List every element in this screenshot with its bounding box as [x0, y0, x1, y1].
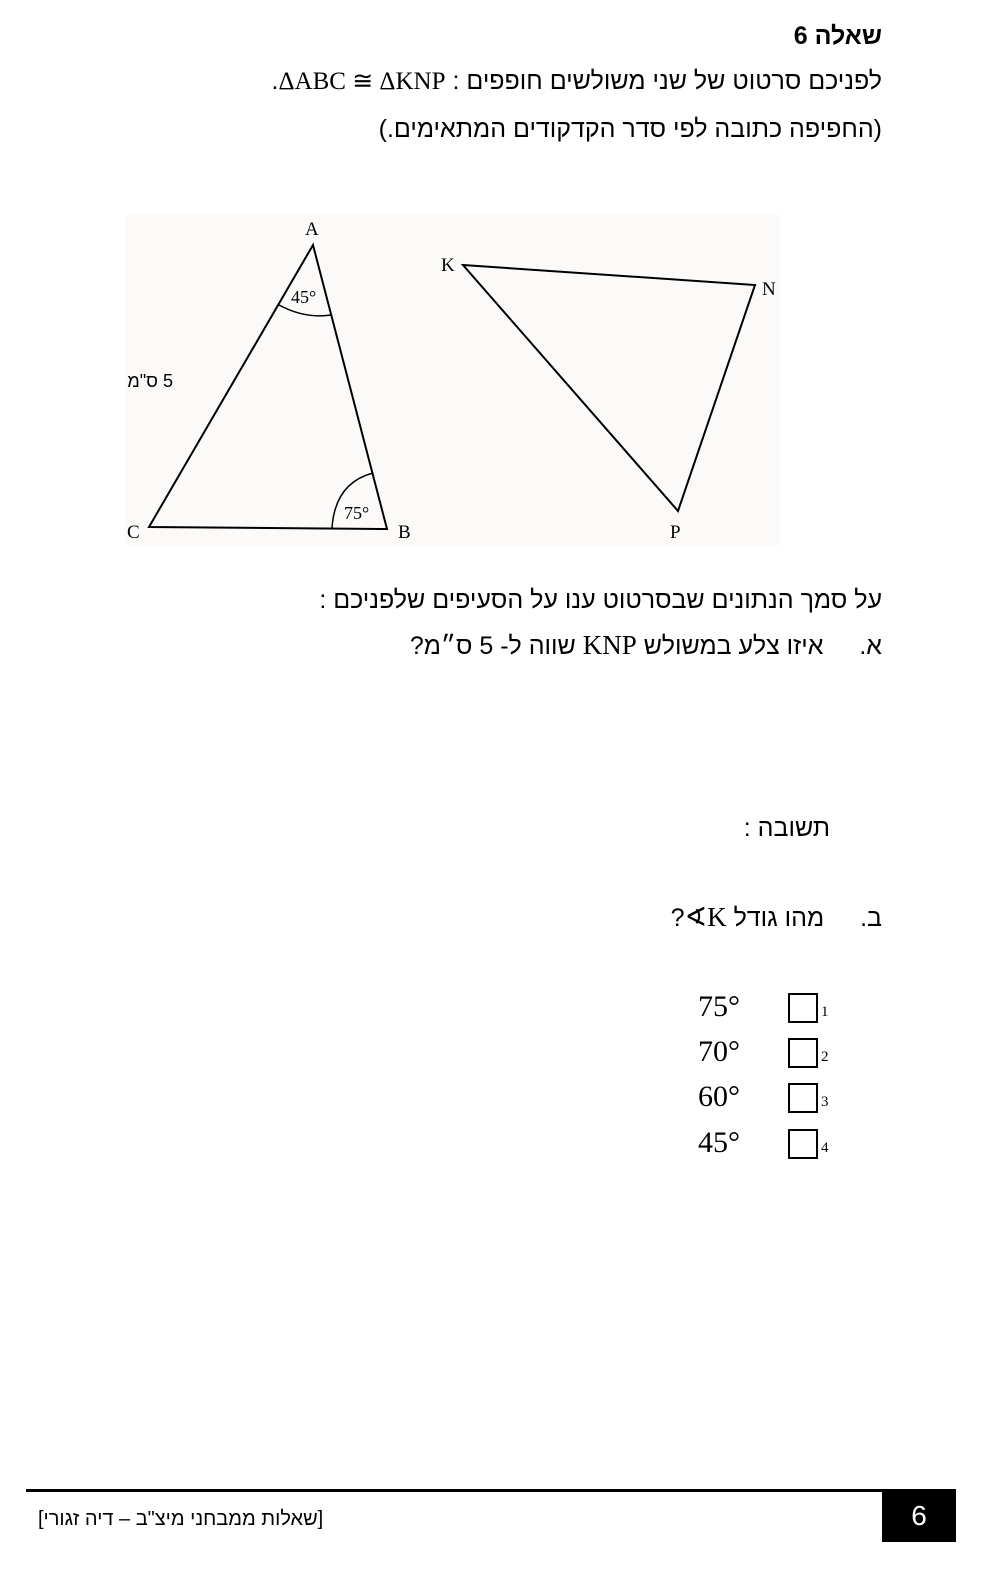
- intro-line: [272, 66, 882, 96]
- instructions: על סמך הנתונים שבסרטוט ענו על הסעיפים שלפניכם :: [319, 586, 882, 614]
- footer-text: [שאלות ממבחני מיצ"ב – דיה זגורי]: [38, 1508, 324, 1530]
- part-b-text: מהו גודל: [733, 904, 825, 932]
- part-b-letter: ב.: [860, 904, 882, 932]
- vertex-k-label: K: [441, 255, 455, 276]
- option-number: 4: [821, 1140, 829, 1156]
- vertex-n-label: N: [762, 279, 776, 300]
- option-1-checkbox[interactable]: [788, 993, 818, 1023]
- vertex-a-label: A: [305, 219, 319, 240]
- option-4: [0, 1126, 990, 1162]
- vertex-p-label: P: [670, 522, 681, 543]
- option-number: 3: [821, 1094, 829, 1110]
- congruence-statement: ΔABC ≅ ΔKNP: [278, 68, 446, 95]
- option-value: 75°: [698, 990, 740, 1023]
- option-value: 60°: [698, 1080, 740, 1113]
- intro-note: (החפיפה כתובה לפי סדר הקדקודים המתאימים.): [378, 115, 882, 143]
- option-number: 1: [821, 1004, 829, 1020]
- part-b-question-mark: ?: [670, 904, 685, 932]
- option-3: [0, 1080, 990, 1116]
- part-a-text-before: איזו צלע במשולש: [643, 632, 824, 660]
- angle-b-label: 75°: [344, 503, 370, 523]
- part-a-letter: א.: [859, 632, 882, 660]
- option-2-checkbox[interactable]: [788, 1038, 818, 1068]
- page-number: 6: [882, 1490, 956, 1542]
- option-2: [0, 1035, 990, 1071]
- angle-a-label: 45°: [291, 287, 317, 307]
- option-4-checkbox[interactable]: [788, 1129, 818, 1159]
- vertex-b-label: B: [398, 522, 411, 543]
- intro-text: לפניכם סרטוט של שני משולשים חופפים :: [452, 67, 882, 95]
- side-ac-label: 5 ס"מ: [127, 371, 173, 391]
- part-a-question: [410, 630, 882, 661]
- option-number: 2: [821, 1049, 829, 1065]
- answer-label: תשובה :: [743, 814, 830, 842]
- triangles-figure: [125, 215, 780, 545]
- part-b-angle: ∢K: [684, 902, 727, 932]
- option-3-checkbox[interactable]: [788, 1083, 818, 1113]
- question-title: שאלה 6: [793, 22, 882, 50]
- part-a-text-after: שווה ל- 5 ס״מ?: [409, 632, 576, 660]
- part-b-question: [671, 902, 882, 933]
- intro-period: .: [271, 67, 279, 95]
- footer-divider: [26, 1489, 956, 1492]
- vertex-c-label: C: [127, 522, 140, 543]
- option-value: 45°: [698, 1126, 740, 1159]
- part-a-triangle: KNP: [582, 630, 637, 660]
- option-value: 70°: [698, 1035, 740, 1068]
- option-1: [0, 990, 990, 1026]
